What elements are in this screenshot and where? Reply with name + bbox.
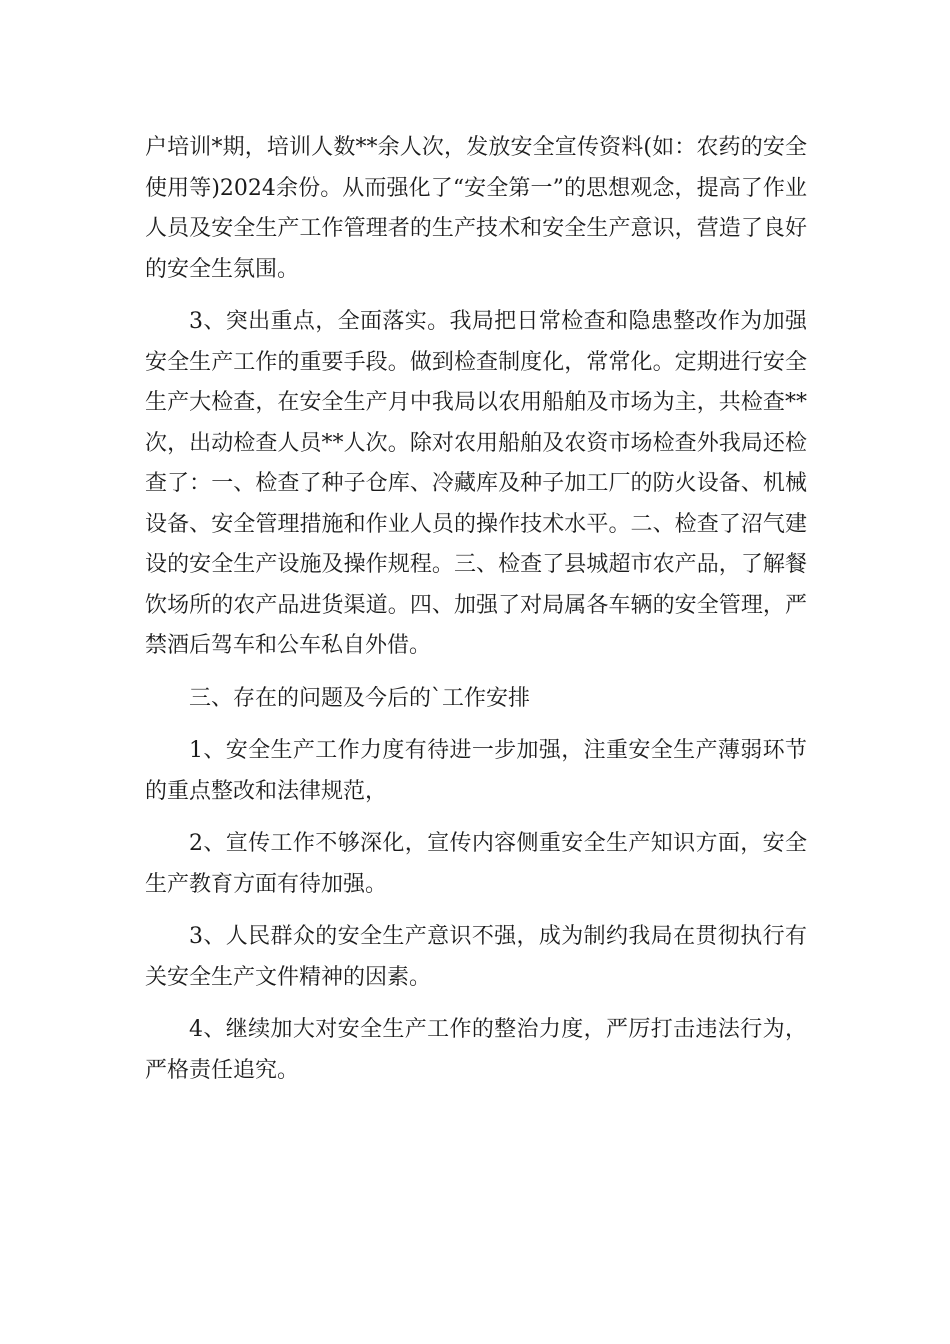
section-heading-problems: 三、存在的问题及今后的`工作安排	[189, 685, 531, 711]
paragraph-item-1: 1、安全生产工作力度有待进一步加强，注重安全生产薄弱环节的重点整改和法律规范，	[145, 738, 807, 804]
paragraph-item-3: 3、人民群众的安全生产意识不强，成为制约我局在贯彻执行有关安全生产文件精神的因素。	[145, 924, 807, 990]
paragraph-item-2: 2、宣传工作不够深化，宣传内容侧重安全生产知识方面，安全生产教育方面有待加强。	[145, 831, 807, 897]
document-body	[145, 128, 807, 1103]
paragraph-training-summary: 户培训*期，培训人数**余人次，发放安全宣传资料(如：农药的安全使用等)2024余份。从而强化了“安全第一”的思想观念，提高了作业人员及安全生产工作管理者的生产技术和安全生产意识，营造了良好的安全生氛围。	[145, 135, 807, 282]
paragraph-item-4: 4、继续加大对安全生产工作的整治力度，严厉打击违法行为，严格责任追究。	[145, 1017, 807, 1083]
paragraph-key-inspections: 3、突出重点，全面落实。我局把日常检查和隐患整改作为加强安全生产工作的重要手段。做到检查制度化，常常化。定期进行安全生产大检查，在安全生产月中我局以农用船舶及市场为主，共检查**次，出动检查人员**人次。除对农用船舶及农资市场检查外我局还检查了：一、检查了种子仓库、冷藏库及种子加工厂的防火设备、机械设备、安全管理措施和作业人员的操作技术水平。二、检查了沼气建设的安全生产设施及操作规程。三、检查了县城超市农产品，了解餐饮场所的农产品进货渠道。四、加强了对局属各车辆的安全管理，严禁酒后驾车和公车私自外借。	[145, 309, 807, 658]
